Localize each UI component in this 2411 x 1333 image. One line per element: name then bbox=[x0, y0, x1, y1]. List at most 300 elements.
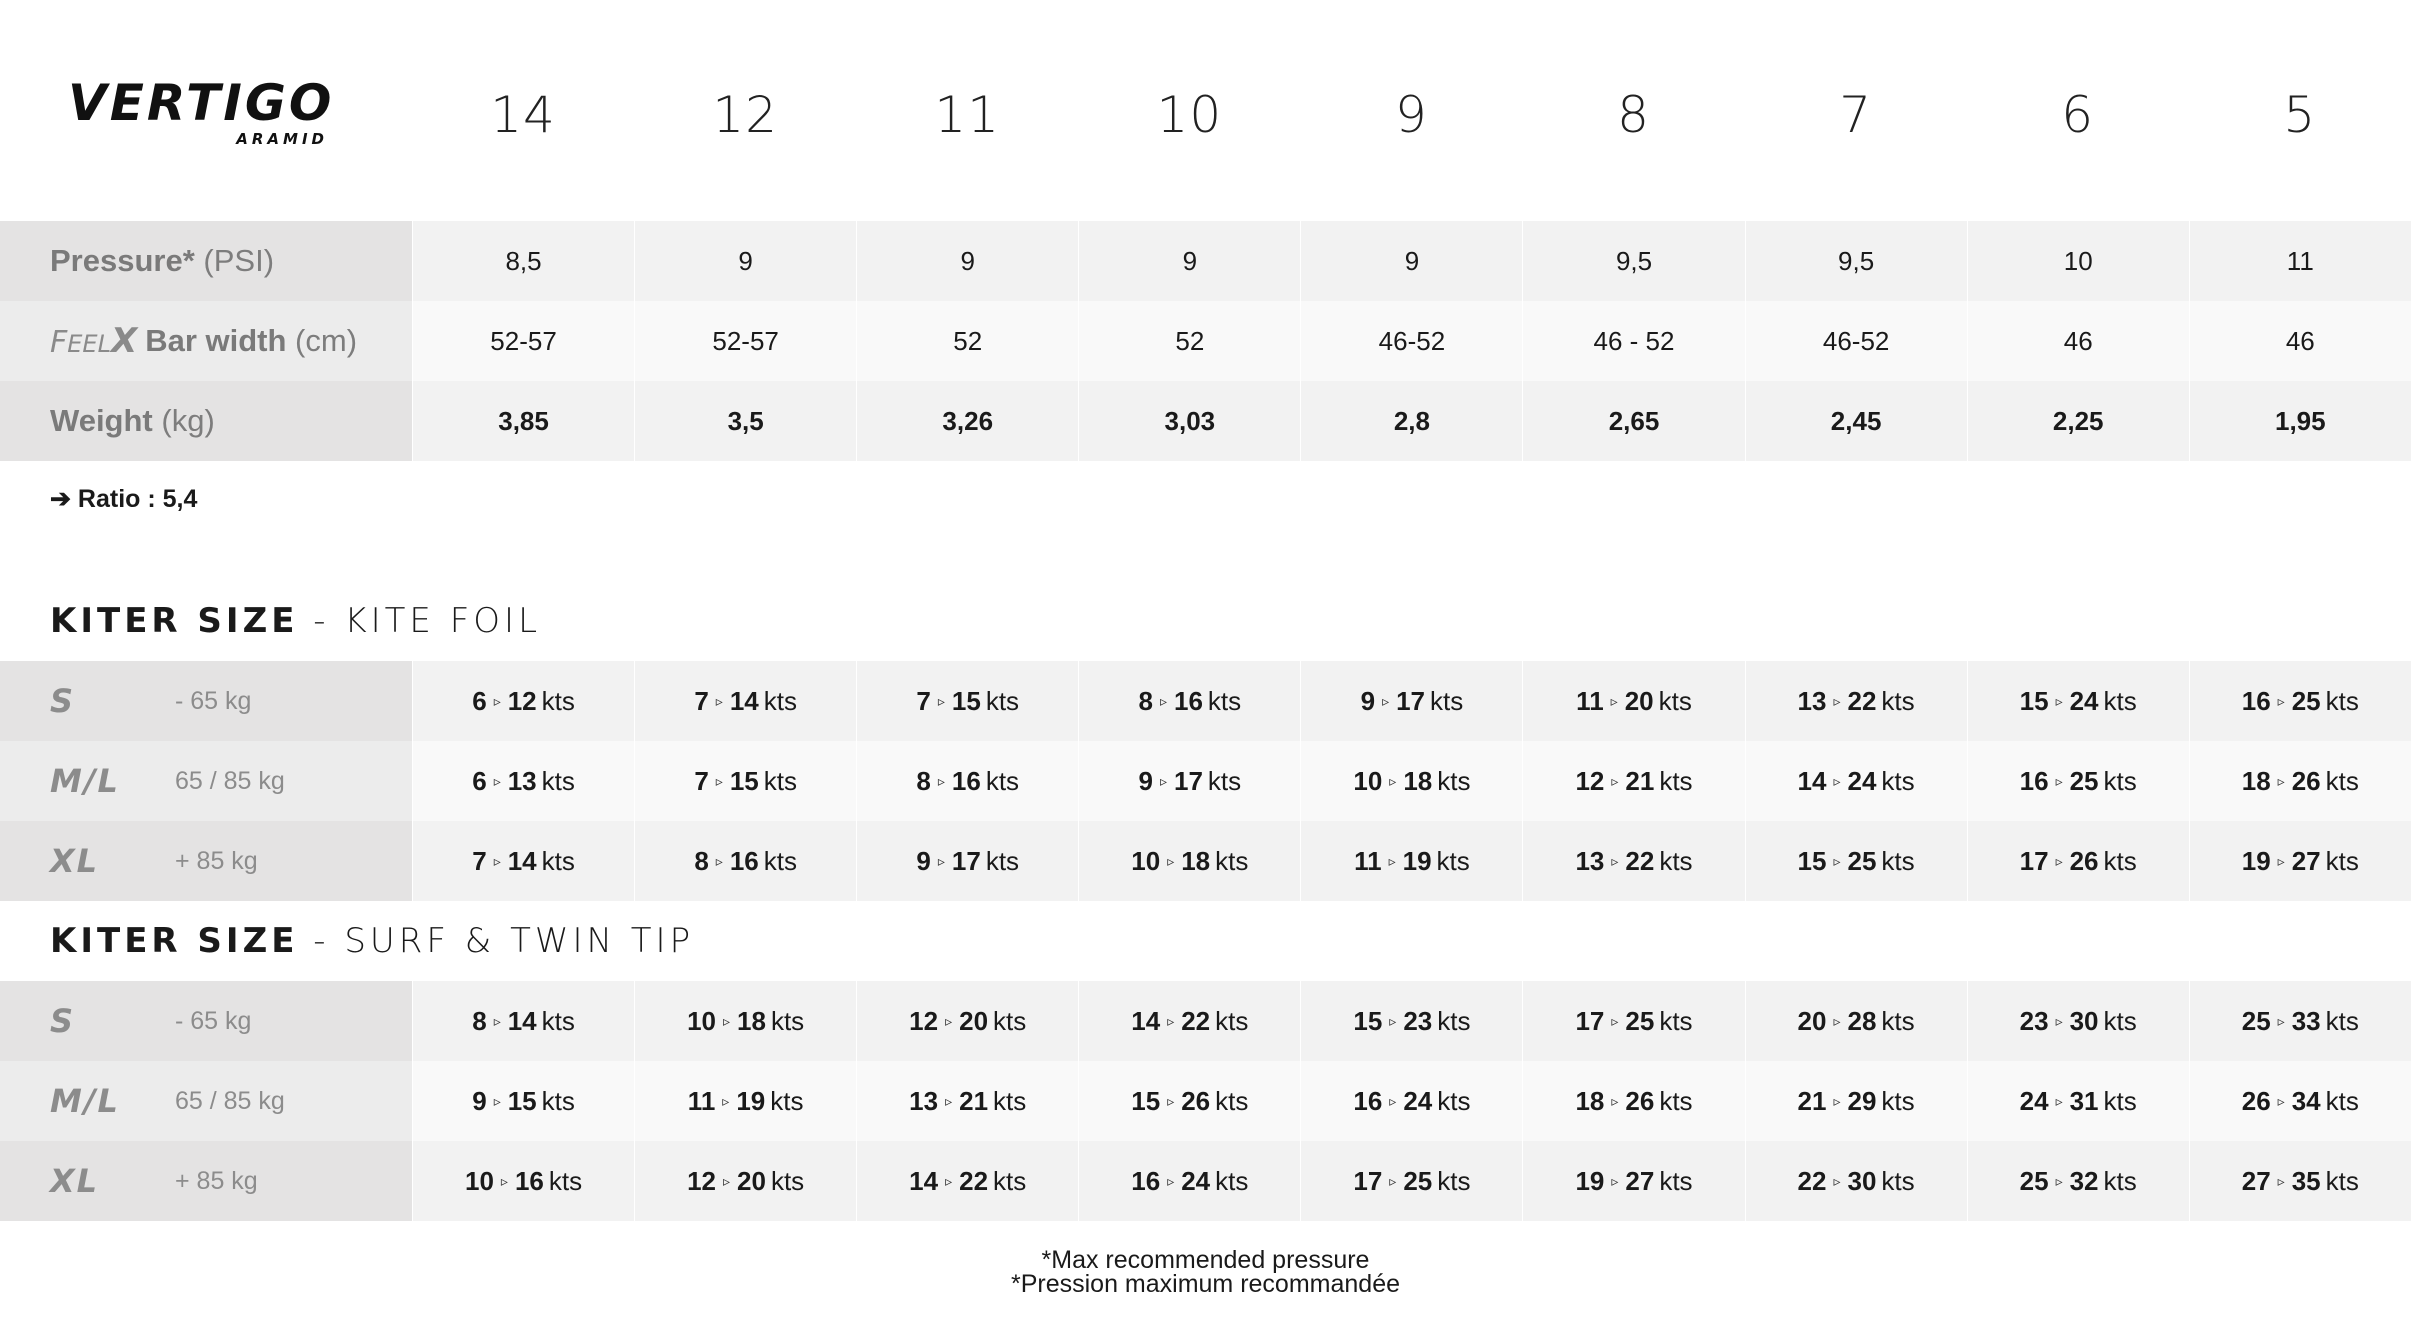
kiter-weight: + 85 kg bbox=[175, 846, 258, 875]
kite-size: 7 bbox=[1839, 86, 1873, 144]
arrow-icon: ▹ bbox=[1833, 852, 1841, 869]
kite-size-header bbox=[412, 80, 2411, 150]
wind-unit: kts bbox=[1430, 685, 1464, 716]
spec-value: 3,85 bbox=[412, 381, 634, 461]
spec-value: 46-52 bbox=[1745, 301, 1967, 381]
arrow-icon: ▹ bbox=[493, 852, 501, 869]
wind-unit: kts bbox=[1659, 765, 1693, 796]
spec-value: 52-57 bbox=[412, 301, 634, 381]
wind-max: 26 bbox=[1625, 1085, 1655, 1116]
arrow-icon: ▹ bbox=[1167, 1172, 1175, 1189]
arrow-icon: ▹ bbox=[1167, 1092, 1175, 1109]
wind-max: 16 bbox=[1174, 685, 1203, 716]
arrow-icon: ▹ bbox=[2277, 1172, 2285, 1189]
wind-range bbox=[412, 1061, 634, 1141]
arrow-icon: ▹ bbox=[945, 1172, 953, 1189]
wind-min: 15 bbox=[1131, 1085, 1161, 1116]
wind-min: 16 bbox=[2019, 765, 2049, 796]
kiter-label bbox=[0, 1141, 412, 1221]
wind-unit: kts bbox=[1207, 765, 1242, 796]
kiter-size-code: S bbox=[50, 682, 76, 720]
kite-size: 11 bbox=[934, 86, 1001, 144]
wind-range bbox=[1967, 981, 2189, 1061]
wind-range bbox=[856, 1061, 1078, 1141]
section-title-main: KITER SIZE bbox=[50, 921, 299, 961]
arrow-icon: ▹ bbox=[722, 1092, 730, 1109]
wind-range bbox=[412, 741, 634, 821]
wind-unit: kts bbox=[770, 1085, 804, 1116]
arrow-icon: ▹ bbox=[2277, 772, 2285, 789]
section-title bbox=[50, 601, 541, 641]
footnote-fr: *Pression maximum recommandée bbox=[1010, 1270, 1401, 1298]
kiter-label bbox=[0, 741, 412, 821]
wind-max: 28 bbox=[1847, 1005, 1877, 1036]
footnote-en: *Max recommended pressure bbox=[1041, 1246, 1370, 1274]
wind-max: 26 bbox=[2069, 845, 2099, 876]
wind-min: 15 bbox=[1353, 1005, 1383, 1036]
wind-unit: kts bbox=[2103, 765, 2137, 796]
wind-range bbox=[1745, 741, 1967, 821]
wind-range bbox=[1745, 821, 1967, 901]
arrow-icon: ▹ bbox=[2277, 692, 2285, 709]
wind-min: 8 bbox=[472, 1005, 487, 1036]
wind-min: 14 bbox=[1797, 765, 1827, 796]
kiter-weight: - 65 kg bbox=[175, 1006, 252, 1035]
wind-unit: kts bbox=[985, 765, 1020, 796]
wind-min: 22 bbox=[1797, 1165, 1827, 1196]
wind-unit: kts bbox=[1207, 685, 1242, 716]
kite-size: 10 bbox=[1156, 86, 1223, 144]
wind-max: 15 bbox=[729, 765, 759, 796]
wind-range bbox=[1078, 981, 1300, 1061]
spec-value: 9 bbox=[1078, 221, 1300, 301]
wind-max: 22 bbox=[959, 1165, 989, 1196]
wind-unit: kts bbox=[2325, 1085, 2359, 1116]
wind-unit: kts bbox=[993, 1085, 1027, 1116]
wind-max: 13 bbox=[507, 765, 537, 796]
wind-min: 19 bbox=[2241, 845, 2271, 876]
wind-range bbox=[2189, 821, 2411, 901]
spec-value: 8,5 bbox=[412, 221, 634, 301]
wind-min: 23 bbox=[2019, 1005, 2049, 1036]
arrow-icon: ▹ bbox=[1833, 772, 1841, 789]
spec-value: 9 bbox=[856, 221, 1078, 301]
wind-unit: kts bbox=[763, 845, 797, 876]
wind-min: 18 bbox=[2241, 765, 2271, 796]
wind-range bbox=[2189, 661, 2411, 741]
arrow-icon: ▹ bbox=[1611, 772, 1619, 789]
wind-range bbox=[856, 821, 1078, 901]
section-title-sub: - SURF & TWIN TIP bbox=[298, 921, 695, 961]
spec-value: 52 bbox=[1078, 301, 1300, 381]
wind-unit: kts bbox=[1215, 1085, 1249, 1116]
arrow-icon: ▹ bbox=[937, 852, 945, 869]
wind-max: 14 bbox=[507, 1005, 537, 1036]
wind-max: 20 bbox=[1624, 685, 1654, 716]
arrow-icon: ▹ bbox=[2277, 1092, 2285, 1109]
kiter-size-code: M/L bbox=[50, 762, 120, 800]
wind-range bbox=[1300, 821, 1522, 901]
kiter-row bbox=[0, 741, 2411, 821]
kiter-row bbox=[0, 1061, 2411, 1141]
wind-unit: kts bbox=[985, 685, 1020, 716]
feelx-brand: FEELX bbox=[50, 321, 138, 361]
arrow-icon: ▹ bbox=[2055, 1012, 2063, 1029]
wind-min: 8 bbox=[916, 765, 931, 796]
wind-max: 20 bbox=[737, 1165, 766, 1196]
section-title-main: KITER SIZE bbox=[50, 601, 299, 641]
kiter-weight: 65 / 85 kg bbox=[175, 1086, 285, 1115]
wind-min: 12 bbox=[687, 1165, 716, 1196]
arrow-icon: ▹ bbox=[1611, 1012, 1619, 1029]
wind-max: 27 bbox=[1625, 1165, 1655, 1196]
wind-max: 24 bbox=[1847, 765, 1877, 796]
wind-max: 34 bbox=[2291, 1085, 2321, 1116]
spec-value: 46 - 52 bbox=[1522, 301, 1744, 381]
wind-range bbox=[1078, 661, 1300, 741]
wind-unit: kts bbox=[2325, 765, 2359, 796]
wind-unit: kts bbox=[1658, 685, 1692, 716]
wind-range bbox=[856, 981, 1078, 1061]
spec-label bbox=[0, 301, 412, 381]
wind-unit: kts bbox=[2325, 685, 2359, 716]
kiter-size-code: S bbox=[50, 1002, 76, 1040]
arrow-icon: ▹ bbox=[1833, 692, 1841, 709]
wind-max: 32 bbox=[2069, 1165, 2099, 1196]
wind-min: 12 bbox=[909, 1005, 939, 1036]
kite-size: 12 bbox=[712, 86, 778, 144]
wind-unit: kts bbox=[1881, 1005, 1915, 1036]
wind-range bbox=[1522, 1141, 1744, 1221]
wind-max: 25 bbox=[1625, 1005, 1655, 1036]
wind-max: 25 bbox=[2069, 765, 2099, 796]
wind-unit: kts bbox=[548, 1165, 583, 1196]
kiter-label bbox=[0, 661, 412, 741]
wind-unit: kts bbox=[541, 1005, 575, 1036]
wind-range bbox=[2189, 981, 2411, 1061]
arrow-icon: ▹ bbox=[1611, 852, 1619, 869]
wind-unit: kts bbox=[2325, 845, 2359, 876]
spec-value: 9 bbox=[1300, 221, 1522, 301]
wind-unit: kts bbox=[1215, 1165, 1249, 1196]
wind-unit: kts bbox=[1215, 845, 1249, 876]
wind-range bbox=[1522, 1061, 1744, 1141]
wind-unit: kts bbox=[985, 845, 1020, 876]
spec-value: 10 bbox=[1967, 221, 2189, 301]
wind-max: 27 bbox=[2291, 845, 2321, 876]
arrow-right-icon: ➔ bbox=[50, 485, 78, 513]
spec-value: 9,5 bbox=[1522, 221, 1744, 301]
wind-min: 14 bbox=[1131, 1005, 1161, 1036]
wind-range bbox=[856, 741, 1078, 821]
section-title bbox=[50, 921, 694, 961]
wind-range bbox=[412, 981, 634, 1061]
wind-min: 15 bbox=[2019, 685, 2049, 716]
wind-range bbox=[1078, 741, 1300, 821]
wind-min: 17 bbox=[1353, 1165, 1383, 1196]
arrow-icon: ▹ bbox=[1382, 692, 1390, 709]
wind-range bbox=[1967, 661, 2189, 741]
wind-unit: kts bbox=[1436, 845, 1470, 876]
wind-max: 33 bbox=[2291, 1005, 2321, 1036]
wind-range bbox=[856, 661, 1078, 741]
wind-min: 18 bbox=[1575, 1085, 1605, 1116]
wind-max: 31 bbox=[2069, 1085, 2099, 1116]
wind-max: 29 bbox=[1847, 1085, 1877, 1116]
spec-label-unit: (kg) bbox=[161, 403, 215, 438]
arrow-icon: ▹ bbox=[945, 1012, 953, 1029]
wind-unit: kts bbox=[770, 1165, 805, 1196]
arrow-icon: ▹ bbox=[2055, 1092, 2063, 1109]
ratio-note bbox=[50, 484, 197, 514]
spec-value: 3,5 bbox=[634, 381, 856, 461]
arrow-icon: ▹ bbox=[715, 772, 723, 789]
arrow-icon: ▹ bbox=[1833, 1172, 1841, 1189]
wind-range bbox=[1078, 1141, 1300, 1221]
spec-value: 2,25 bbox=[1967, 381, 2189, 461]
arrow-icon: ▹ bbox=[1610, 692, 1618, 709]
wind-range bbox=[2189, 1061, 2411, 1141]
arrow-icon: ▹ bbox=[937, 692, 945, 709]
arrow-icon: ▹ bbox=[1389, 772, 1397, 789]
wind-max: 20 bbox=[959, 1005, 989, 1036]
wind-range bbox=[412, 821, 634, 901]
wind-max: 18 bbox=[1403, 765, 1433, 796]
wind-unit: kts bbox=[2325, 1005, 2359, 1036]
wind-min: 20 bbox=[1797, 1005, 1827, 1036]
arrow-icon: ▹ bbox=[1159, 772, 1167, 789]
wind-max: 24 bbox=[2069, 685, 2099, 716]
arrow-icon: ▹ bbox=[2277, 1012, 2285, 1029]
wind-range bbox=[1745, 981, 1967, 1061]
arrow-icon: ▹ bbox=[2055, 852, 2063, 869]
wind-unit: kts bbox=[541, 765, 575, 796]
arrow-icon: ▹ bbox=[493, 692, 501, 709]
spec-value: 2,65 bbox=[1522, 381, 1744, 461]
wind-min: 11 bbox=[1576, 685, 1604, 716]
wind-unit: kts bbox=[1437, 1005, 1471, 1036]
wind-max: 16 bbox=[951, 765, 981, 796]
arrow-icon: ▹ bbox=[1167, 1012, 1175, 1029]
arrow-icon: ▹ bbox=[493, 772, 501, 789]
wind-unit: kts bbox=[1881, 1085, 1915, 1116]
kiter-label bbox=[0, 1061, 412, 1141]
wind-max: 15 bbox=[507, 1085, 537, 1116]
wind-range bbox=[634, 1061, 856, 1141]
wind-min: 7 bbox=[916, 685, 931, 716]
wind-max: 24 bbox=[1181, 1165, 1211, 1196]
wind-range bbox=[1078, 821, 1300, 901]
wind-range bbox=[1745, 1061, 1967, 1141]
spec-value: 52 bbox=[856, 301, 1078, 381]
wind-min: 21 bbox=[1797, 1085, 1827, 1116]
wind-min: 13 bbox=[909, 1085, 939, 1116]
arrow-icon: ▹ bbox=[1159, 692, 1167, 709]
wind-range bbox=[634, 661, 856, 741]
arrow-icon: ▹ bbox=[1833, 1012, 1841, 1029]
wind-unit: kts bbox=[541, 685, 575, 716]
arrow-icon: ▹ bbox=[1389, 1172, 1397, 1189]
wind-max: 16 bbox=[729, 845, 759, 876]
wind-min: 10 bbox=[464, 1165, 494, 1196]
kite-size: 6 bbox=[2061, 86, 2095, 144]
wind-min: 25 bbox=[2019, 1165, 2049, 1196]
arrow-icon: ▹ bbox=[493, 1092, 501, 1109]
spec-value: 9 bbox=[634, 221, 856, 301]
wind-unit: kts bbox=[993, 1165, 1027, 1196]
wind-unit: kts bbox=[2103, 685, 2137, 716]
wind-min: 14 bbox=[909, 1165, 939, 1196]
wind-range bbox=[1300, 741, 1522, 821]
wind-range bbox=[1522, 981, 1744, 1061]
wind-unit: kts bbox=[2103, 845, 2137, 876]
kiter-weight: - 65 kg bbox=[175, 686, 252, 715]
wind-range bbox=[634, 981, 856, 1061]
wind-unit: kts bbox=[1437, 1165, 1471, 1196]
wind-min: 8 bbox=[1138, 685, 1153, 716]
wind-max: 26 bbox=[2291, 765, 2321, 796]
kite-size: 5 bbox=[2283, 86, 2317, 144]
wind-unit: kts bbox=[541, 1085, 575, 1116]
wind-range bbox=[1745, 661, 1967, 741]
wind-unit: kts bbox=[1437, 765, 1471, 796]
arrow-icon: ▹ bbox=[945, 1092, 953, 1109]
wind-min: 7 bbox=[694, 765, 709, 796]
wind-unit: kts bbox=[1437, 1085, 1471, 1116]
wind-max: 22 bbox=[1847, 685, 1877, 716]
wind-max: 14 bbox=[507, 845, 537, 876]
wind-min: 16 bbox=[1353, 1085, 1383, 1116]
kiter-label bbox=[0, 821, 412, 901]
ratio-text: Ratio : 5,4 bbox=[77, 485, 198, 513]
wind-range bbox=[1745, 1141, 1967, 1221]
wind-min: 12 bbox=[1575, 765, 1605, 796]
wind-min: 15 bbox=[1797, 845, 1827, 876]
wind-min: 13 bbox=[1797, 685, 1827, 716]
wind-max: 30 bbox=[2069, 1005, 2099, 1036]
wind-min: 11 bbox=[1354, 845, 1382, 876]
wind-range bbox=[1967, 821, 2189, 901]
wind-min: 10 bbox=[1353, 765, 1383, 796]
wind-min: 11 bbox=[687, 1085, 716, 1116]
kite-size: 8 bbox=[1617, 86, 1650, 144]
wind-unit: kts bbox=[2103, 1005, 2137, 1036]
wind-max: 18 bbox=[737, 1005, 766, 1036]
wind-max: 26 bbox=[1181, 1085, 1211, 1116]
wind-min: 8 bbox=[694, 845, 709, 876]
spec-value: 2,8 bbox=[1300, 381, 1522, 461]
arrow-icon: ▹ bbox=[715, 852, 723, 869]
wind-min: 17 bbox=[2019, 845, 2049, 876]
wind-min: 26 bbox=[2241, 1085, 2271, 1116]
kite-size: 9 bbox=[1395, 86, 1428, 144]
wind-unit: kts bbox=[2325, 1165, 2359, 1196]
wind-unit: kts bbox=[1659, 845, 1693, 876]
arrow-icon: ▹ bbox=[1833, 1092, 1841, 1109]
wind-range bbox=[412, 661, 634, 741]
wind-range bbox=[2189, 741, 2411, 821]
spec-label bbox=[0, 381, 412, 461]
wind-max: 12 bbox=[507, 685, 537, 716]
wind-range bbox=[856, 1141, 1078, 1221]
wind-range bbox=[1967, 1141, 2189, 1221]
wind-max: 17 bbox=[951, 845, 981, 876]
kiter-weight: + 85 kg bbox=[175, 1166, 258, 1195]
wind-max: 25 bbox=[1403, 1165, 1433, 1196]
wind-range bbox=[634, 1141, 856, 1221]
wind-max: 22 bbox=[1625, 845, 1655, 876]
spec-label-unit: (PSI) bbox=[203, 243, 275, 278]
wind-min: 19 bbox=[1575, 1165, 1605, 1196]
wind-min: 7 bbox=[694, 685, 709, 716]
wind-max: 14 bbox=[729, 685, 759, 716]
wind-range bbox=[634, 821, 856, 901]
wind-max: 19 bbox=[736, 1085, 766, 1116]
vertigo-logo bbox=[68, 74, 348, 148]
kiter-label bbox=[0, 981, 412, 1061]
wind-max: 30 bbox=[1847, 1165, 1877, 1196]
spec-value: 46 bbox=[1967, 301, 2189, 381]
wind-unit: kts bbox=[1215, 1005, 1249, 1036]
wind-min: 10 bbox=[1131, 845, 1161, 876]
logo-main-text: VERTIGO bbox=[68, 74, 335, 132]
wind-min: 16 bbox=[2241, 685, 2271, 716]
arrow-icon: ▹ bbox=[500, 1172, 508, 1189]
wind-range bbox=[634, 741, 856, 821]
wind-range bbox=[1300, 1061, 1522, 1141]
spec-value: 52-57 bbox=[634, 301, 856, 381]
spec-label bbox=[0, 221, 412, 301]
kiter-weight: 65 / 85 kg bbox=[175, 766, 285, 795]
wind-unit: kts bbox=[1881, 845, 1915, 876]
wind-unit: kts bbox=[1881, 685, 1915, 716]
kiter-size-code: XL bbox=[50, 1162, 100, 1200]
wind-min: 6 bbox=[472, 765, 487, 796]
arrow-icon: ▹ bbox=[723, 1172, 731, 1189]
wind-range bbox=[412, 1141, 634, 1221]
arrow-icon: ▹ bbox=[1389, 1012, 1397, 1029]
wind-unit: kts bbox=[1881, 765, 1915, 796]
wind-unit: kts bbox=[1881, 1165, 1915, 1196]
wind-range bbox=[1300, 661, 1522, 741]
wind-range bbox=[1300, 1141, 1522, 1221]
wind-max: 15 bbox=[951, 685, 981, 716]
wind-range bbox=[1522, 661, 1744, 741]
arrow-icon: ▹ bbox=[1389, 1092, 1397, 1109]
arrow-icon: ▹ bbox=[1611, 1092, 1619, 1109]
spec-label-name: Pressure* bbox=[50, 243, 195, 278]
spec-value: 2,45 bbox=[1745, 381, 1967, 461]
spec-value: 11 bbox=[2189, 221, 2411, 301]
wind-max: 35 bbox=[2291, 1165, 2321, 1196]
arrow-icon: ▹ bbox=[723, 1012, 731, 1029]
wind-unit: kts bbox=[993, 1005, 1027, 1036]
wind-min: 9 bbox=[472, 1085, 487, 1116]
wind-max: 24 bbox=[1403, 1085, 1433, 1116]
spec-row bbox=[0, 301, 2411, 381]
kiter-row bbox=[0, 821, 2411, 901]
spec-row bbox=[0, 221, 2411, 301]
wind-max: 22 bbox=[1181, 1005, 1211, 1036]
wind-max: 21 bbox=[1625, 765, 1655, 796]
section-title-sub: - KITE FOIL bbox=[298, 601, 542, 641]
wind-unit: kts bbox=[763, 765, 797, 796]
logo-sub-text: ARAMID bbox=[236, 130, 328, 148]
kiter-row bbox=[0, 661, 2411, 741]
wind-min: 6 bbox=[472, 685, 487, 716]
wind-min: 25 bbox=[2241, 1005, 2271, 1036]
wind-min: 27 bbox=[2241, 1165, 2271, 1196]
